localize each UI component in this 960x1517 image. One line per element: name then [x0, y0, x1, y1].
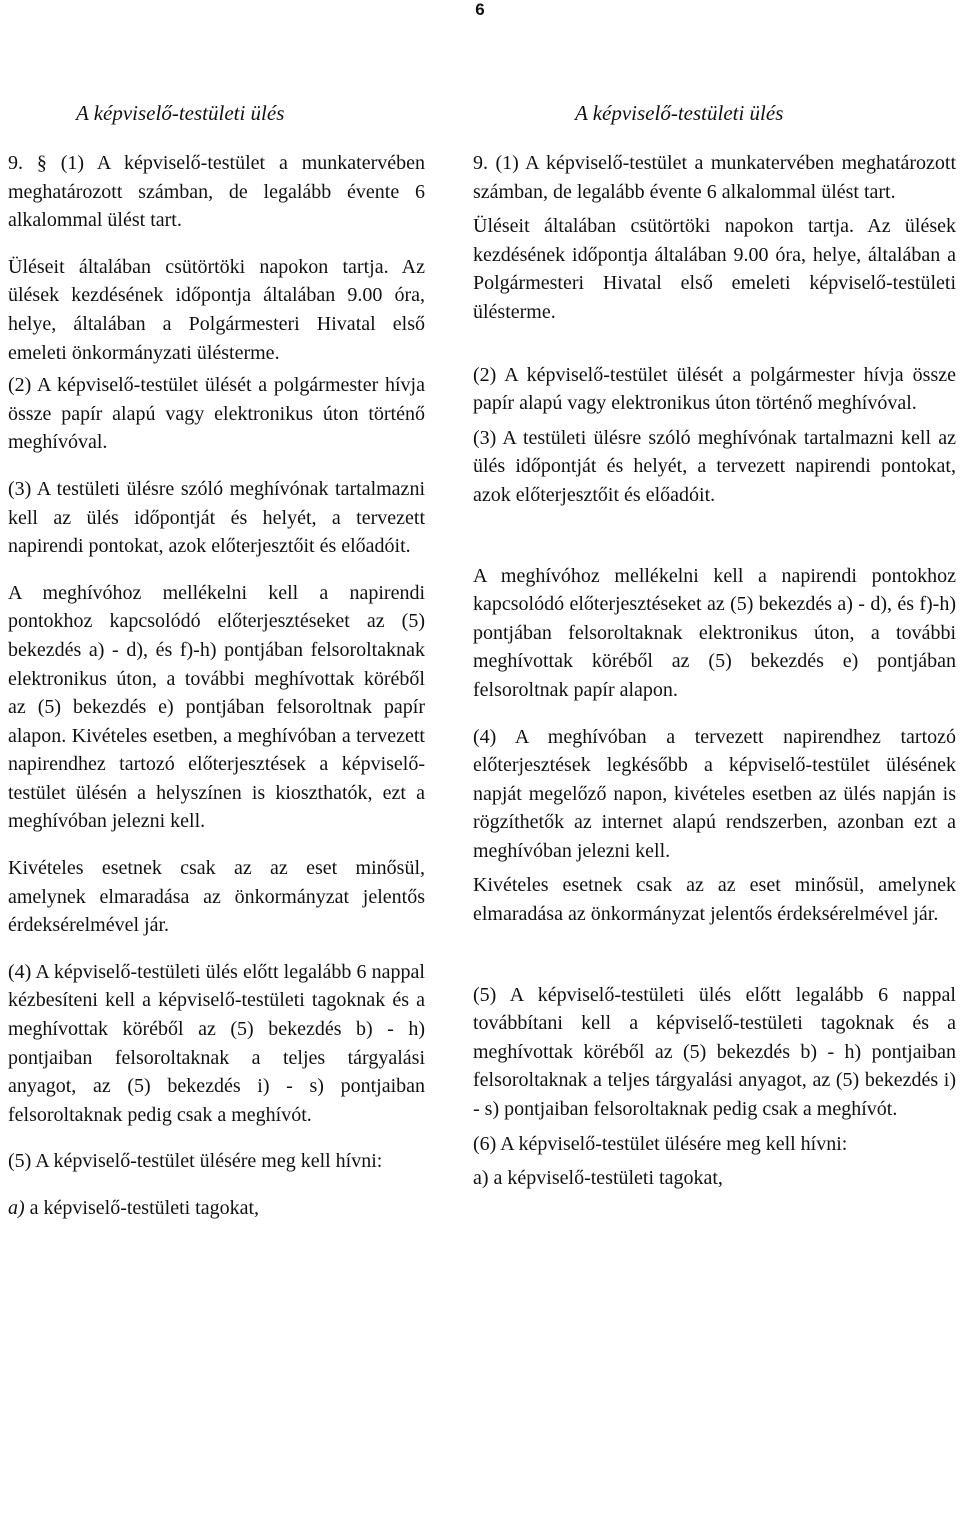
- right-list-item-a: a) a képviselő-testületi tagokat,: [473, 1167, 723, 1190]
- page-number: 6: [475, 0, 485, 19]
- left-list-item-a-letter: a): [8, 1197, 25, 1219]
- left-paragraph-2: Üléseit általában csütörtöki napokon tartja. Az ülések kezdésének időpontja általában 9.00 óra, helye, általában a Polgármesteri Hivatal első emeleti önkormányzati ülésterme.: [8, 255, 425, 364]
- left-paragraph-3: (2) A képviselő-testület ülését a polgármester hívja össze papír alapú vagy elektronikus úton történő meghívóval.: [8, 374, 425, 454]
- left-paragraph-8: (5) A képviselő-testület ülésére meg kell hívni:: [8, 1150, 383, 1173]
- right-paragraph-3: (2) A képviselő-testület ülését a polgármester hívja össze papír alapú vagy elektronikus úton történő meghívóval.: [473, 363, 956, 415]
- left-paragraph-4: (3) A testületi ülésre szóló meghívónak tartalmazni kell az ülés időpontját és helyét, a tervezett napirendi pontokat, azok előterjesztőit és előadóit.: [8, 477, 425, 558]
- left-column-heading: A képviselő-testületi ülés: [76, 101, 285, 125]
- left-paragraph-7: (4) A képviselő-testületi ülés előtt legalább 6 nappal kézbesíteni kell a képviselő-testületi tagoknak és a meghívottak köréből az (5) bekezdés b) - h) pontjaiban felsoroltaknak a teljes tárgyalási anyagot, az (5) bekezdés i) - s) pontjaiban felsoroltaknak pedig csak a meghívót.: [8, 960, 425, 1126]
- left-paragraph-1: 9. § (1) A képviselő-testület a munkatervében meghatározott számban, de legalább évente 6 alkalommal ülést tart.: [8, 152, 425, 232]
- right-paragraph-2: Üléseit általában csütörtöki napokon tartja. Az ülések kezdésének időpontja általában 9.00 óra, helye, általában a Polgármesteri Hivatal első emeleti képviselő-testületi ülésterme.: [473, 215, 956, 323]
- left-list-item-a-text: a képviselő-testületi tagokat,: [24, 1197, 260, 1219]
- right-paragraph-6: (4) A meghívóban a tervezett napirendhez tartozó előterjesztések legkésőbb a képviselő-testület ülésének napját megelőző napon, kivételes esetben az ülés napján is rögzíthetők az internet alapú rendszerben, azonban ezt a meghívóban jelezni kell.: [473, 725, 956, 862]
- left-paragraph-5: A meghívóhoz mellékelni kell a napirendi pontokhoz kapcsolódó előterjesztéseket az (5) bekezdés a) - d), és f)-h) pontjában felsoroltaknak elektronikus úton, a további meghívottak köréből az (5) bekezdés e) pontjában felsoroltnak papír alapon. Kivételes esetben, a meghívóban a tervezett napirendhez tartozó előterjesztések a képviselő-testület ülésén a helyszínen is kioszthatók, ezt a meghívóban jelezni kell.: [8, 581, 425, 833]
- left-list-item-a: [8, 1194, 425, 1223]
- right-paragraph-4: (3) A testületi ülésre szóló meghívónak tartalmazni kell az ülés időpontját és helyét, a tervezett napirendi pontokat, azok előterjesztőit és előadóit.: [473, 426, 956, 506]
- left-column: [8, 99, 425, 1223]
- right-paragraph-8: (5) A képviselő-testületi ülés előtt legalább 6 nappal továbbítani kell a képviselő-testületi tagoknak és a meghívottak köréből az (5) bekezdés b) - h) pontjaiban felsoroltaknak a teljes tárgyalási anyagot, az (5) bekezdés i) - s) pontjaiban felsoroltaknak pedig csak a meghívót.: [473, 983, 956, 1121]
- right-paragraph-5: A meghívóhoz mellékelni kell a napirendi pontokhoz kapcsolódó előterjesztéseket az (5) bekezdés a) - d), és f)-h) pontjában felsoroltaknak elektronikus úton, a további meghívottak köréből az (5) bekezdés e) pontjában felsoroltnak papír alapon.: [473, 564, 956, 701]
- right-paragraph-9: (6) A képviselő-testület ülésére meg kell hívni:: [473, 1132, 848, 1155]
- right-column: [473, 99, 956, 1211]
- left-paragraph-6: Kivételes esetnek csak az az eset minősül, amelynek elmaradása az önkormányzat jelentős érdeksérelmével jár.: [8, 857, 425, 937]
- right-column-heading: A képviselő-testületi ülés: [575, 101, 784, 125]
- right-paragraph-7: Kivételes esetnek csak az az eset minősül, amelynek elmaradása az önkormányzat jelentős érdeksérelmével jár.: [473, 874, 956, 926]
- right-paragraph-1: 9. (1) A képviselő-testület a munkatervében meghatározott számban, de legalább évente 6 alkalommal ülést tart.: [473, 152, 956, 203]
